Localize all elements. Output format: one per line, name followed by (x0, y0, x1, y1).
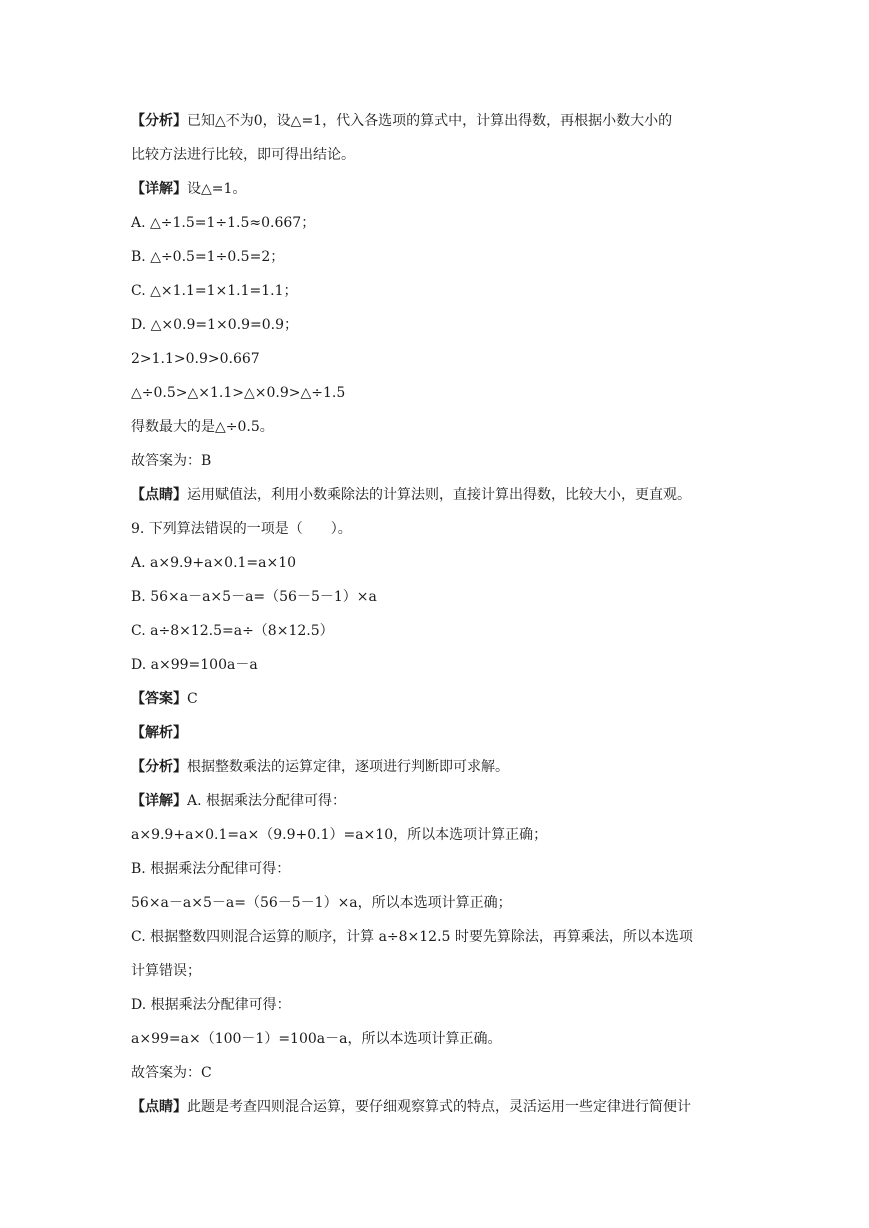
option-b-calc: B. △÷0.5=1÷0.5=2； (131, 249, 285, 265)
q9-detail-c-line-2: 计算错误； (131, 963, 201, 979)
q9-option-c: C. a÷8×12.5=a÷（8×12.5） (131, 623, 334, 639)
q9-explanation-heading (131, 723, 741, 743)
option-d-calc: D. △×0.9=1×0.9=0.9； (131, 317, 299, 333)
q9-detail-b-calc: 56×a－a×5－a=（56－5－1）×a，所以本选项计算正确； (131, 895, 512, 911)
section-tag: 【解析】 (131, 725, 187, 741)
q9-detail-c-line-1: C. 根据整数四则混合运算的顺序，计算 a÷8×12.5 时要先算除法，再算乘法，所以本选项 (131, 929, 693, 945)
q9-analysis: 【分析】根据整数乘法的运算定律，逐项进行判断即可求解。 (131, 759, 509, 775)
q9-answer-c: 故答案为：C (131, 1065, 212, 1081)
option-c-calc: C. △×1.1=1×1.1=1.1； (131, 283, 298, 299)
comparison-expressions: △÷0.5>△×1.1>△×0.9>△÷1.5 (131, 385, 346, 401)
section-tag: 【详解】 (131, 793, 187, 809)
q9-option-a: A. a×9.9+a×0.1=a×10 (131, 555, 297, 571)
detail-heading: 【详解】设△=1。 (131, 181, 247, 197)
q9-detail-d-heading: D. 根据乘法分配律可得： (131, 997, 291, 1013)
question-9: 9. 下列算法错误的一项是（ ）。 (131, 521, 352, 537)
q9-detail-a-heading: 【详解】A. 根据乘法分配律可得： (131, 793, 347, 809)
comparison-numbers: 2>1.1>0.9>0.667 (131, 351, 260, 367)
q9-answer: 【答案】C (131, 691, 198, 707)
largest-result: 得数最大的是△÷0.5。 (131, 419, 274, 435)
comment-1: 【点睛】运用赋值法，利用小数乘除法的计算法则，直接计算出得数，比较大小，更直观。 (131, 487, 691, 503)
q9-detail-d-calc: a×99=a×（100－1）=100a－a，所以本选项计算正确。 (131, 1031, 502, 1047)
analysis-line-2: 比较方法进行比较，即可得出结论。 (131, 147, 355, 163)
q9-option-d: D. a×99=100a－a (131, 657, 258, 673)
analysis-line-1: 【分析】已知△不为0，设△=1，代入各选项的算式中，计算出得数，再根据小数大小的 (131, 113, 673, 129)
answer-b: 故答案为：B (131, 453, 212, 469)
q9-comment: 【点睛】此题是考查四则混合运算，要仔细观察算式的特点，灵活运用一些定律进行简便计 (131, 1099, 691, 1115)
section-tag: 【点睛】 (131, 1099, 187, 1115)
q9-detail-b-heading: B. 根据乘法分配律可得： (131, 861, 291, 877)
q9-option-b: B. 56×a－a×5－a=（56－5－1）×a (131, 589, 377, 605)
section-tag: 【点睛】 (131, 487, 187, 503)
section-tag: 【分析】 (131, 113, 187, 129)
section-tag: 【答案】 (131, 691, 187, 707)
option-a-calc: A. △÷1.5=1÷1.5≈0.667； (131, 215, 316, 231)
section-tag: 【详解】 (131, 181, 187, 197)
q9-detail-a-calc: a×9.9+a×0.1=a×（9.9+0.1）=a×10，所以本选项计算正确； (131, 827, 548, 843)
section-tag: 【分析】 (131, 759, 187, 775)
